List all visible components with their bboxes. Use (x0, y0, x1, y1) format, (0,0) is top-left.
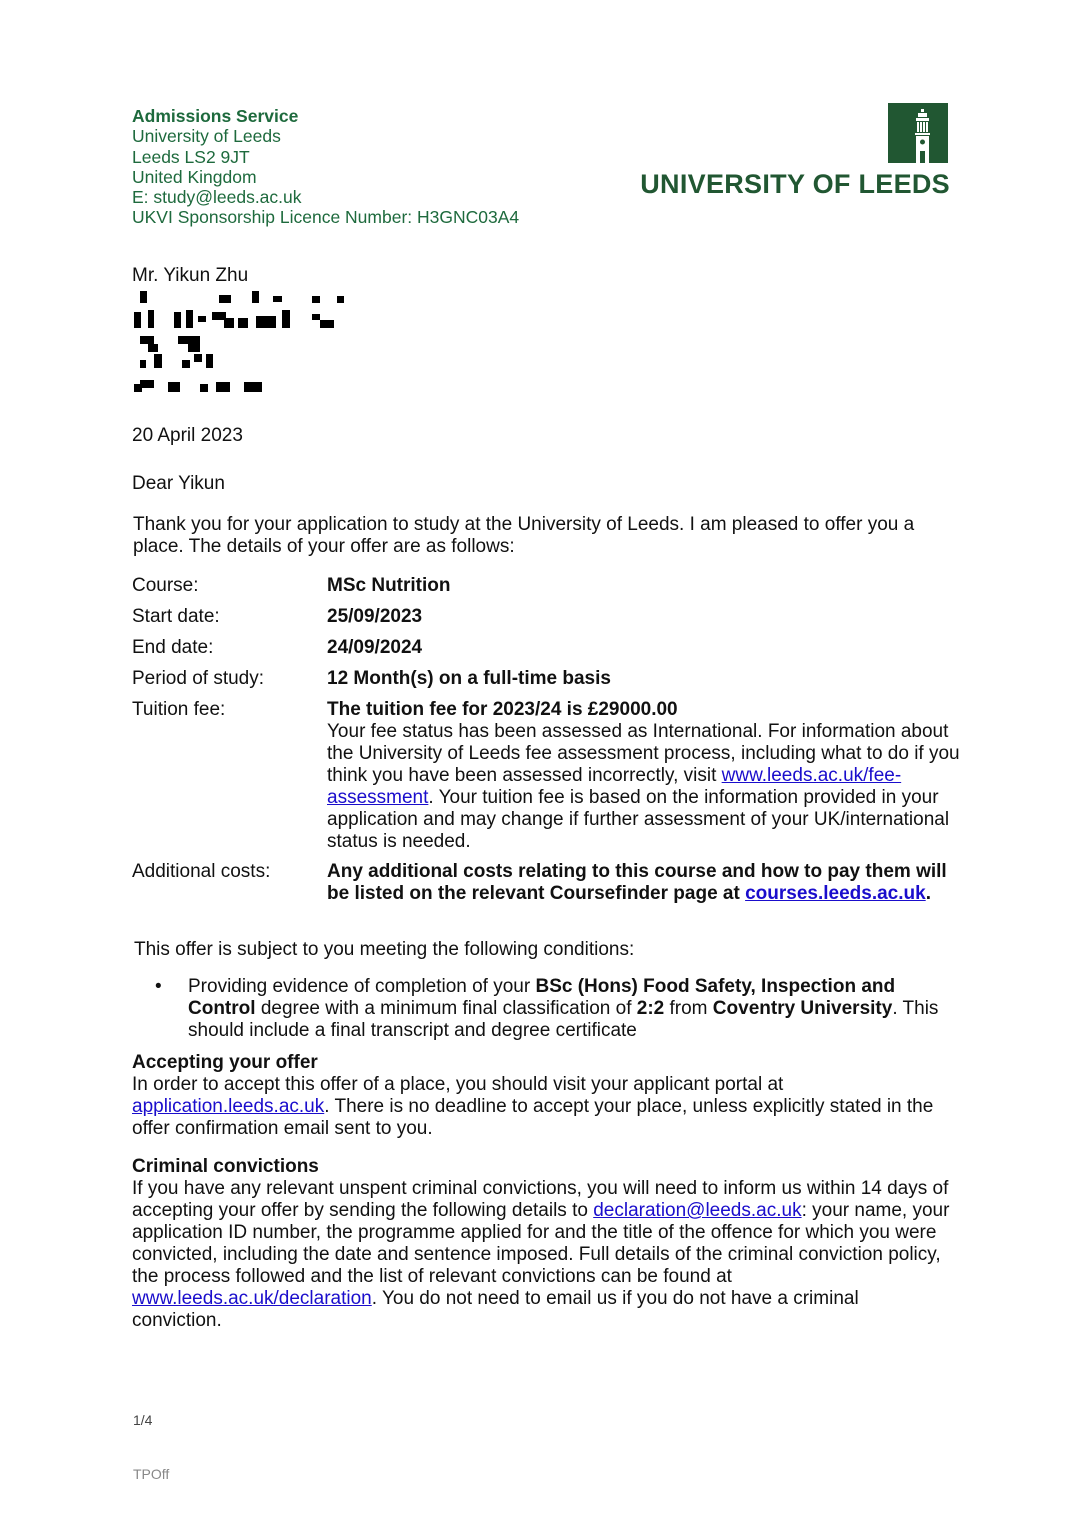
coursefinder-link[interactable]: courses.leeds.ac.uk (745, 883, 926, 904)
criminal-heading: Criminal convictions (132, 1156, 319, 1177)
fee-text: . Your tuition fee is based on the information provided in your application and may change if further assessment of your UK/international status is needed. (327, 787, 950, 852)
sender-line: University of Leeds (132, 126, 281, 147)
offer-row-tuition-fee (132, 699, 962, 853)
end-date-value: 24/09/2024 (327, 637, 423, 658)
accepting-heading: Accepting your offer (132, 1052, 318, 1073)
offer-row-course (132, 575, 962, 597)
page-number: 1/4 (133, 1412, 153, 1428)
course-value: MSc Nutrition (327, 575, 451, 596)
sender-line: Leeds LS2 9JT (132, 146, 250, 167)
footer-code: TPOff (133, 1466, 170, 1482)
end-date-label: End date: (132, 637, 214, 658)
sender-licence: UKVI Sponsorship Licence Number: H3GNC03A4 (132, 207, 520, 228)
recipient-name: Mr. Yikun Zhu (132, 265, 249, 286)
bullet-icon: • (155, 976, 162, 997)
additional-costs-label: Additional costs: (132, 861, 271, 882)
offer-row-start (132, 606, 962, 628)
accepting-section (132, 1052, 952, 1140)
declaration-email-link[interactable]: declaration@leeds.ac.uk (593, 1200, 802, 1221)
additional-costs-text: Any additional costs relating to this course and how to pay them will be listed on the relevant Coursefinder page at (327, 861, 947, 904)
condition-degree: BSc (Hons) Food Safety, Inspection and Control (188, 976, 896, 1019)
criminal-section (132, 1156, 952, 1332)
university-logo (620, 103, 950, 203)
leeds-tower-crest-icon (888, 103, 948, 163)
period-value: 12 Month(s) on a full-time basis (327, 668, 611, 689)
condition-item (155, 976, 955, 1042)
start-date-label: Start date: (132, 606, 220, 627)
sender-title: Admissions Service (132, 106, 299, 126)
sender-email: E: study@leeds.ac.uk (132, 187, 302, 208)
offer-row-period (132, 668, 962, 690)
offer-row-additional-costs (132, 861, 962, 905)
additional-costs-end: . (925, 883, 931, 904)
criminal-part: If you have any relevant unspent criminal convictions, you will need to inform us within 14 days of accepting your offer by sending the following details to (132, 1178, 949, 1221)
accepting-part: In order to accept this offer of a place, you should visit your applicant portal at (132, 1074, 784, 1095)
criminal-text (132, 1178, 952, 1332)
tuition-fee-headline: The tuition fee for 2023/24 is £29000.00 (327, 699, 678, 720)
sender-line: United Kingdom (132, 166, 257, 187)
criminal-part: : your name, your application ID number, the programme applied for and the title of the offence for which you were convicted, including the date and sentence imposed. Full details of the criminal conviction policy, the process followed and the list of relevant convictions can be found at (132, 1200, 950, 1287)
criminal-part: . You do not need to email us if you do not have a criminal conviction. (132, 1288, 859, 1331)
accepting-text (132, 1074, 952, 1140)
condition-part: Providing evidence of completion of your (188, 976, 536, 997)
fee-assessment-link[interactable]: www.leeds.ac.uk/fee-assessment (327, 765, 902, 808)
tuition-fee-label: Tuition fee: (132, 699, 226, 720)
condition-part: from (664, 998, 713, 1019)
condition-text (188, 976, 955, 1042)
condition-part: degree with a minimum final classification of (255, 998, 637, 1019)
conditions-intro: This offer is subject to you meeting the following conditions: (134, 939, 635, 960)
sender-address (132, 106, 519, 228)
letter-date: 20 April 2023 (132, 425, 243, 446)
accepting-part: . There is no deadline to accept your place, unless explicitly stated in the offer confirmation email sent to you. (132, 1096, 934, 1139)
condition-university: Coventry University (712, 998, 893, 1019)
applicant-portal-link[interactable]: application.leeds.ac.uk (132, 1096, 325, 1117)
declaration-policy-link[interactable]: www.leeds.ac.uk/declaration (132, 1288, 372, 1309)
condition-part: . This should include a final transcript and degree certificate (188, 998, 939, 1041)
intro-paragraph: Thank you for your application to study at the University of Leeds. I am pleased to offer you a place. The details of your offer are as follows: (133, 514, 915, 557)
university-wordmark: UNIVERSITY OF LEEDS (640, 169, 950, 199)
period-label: Period of study: (132, 668, 265, 689)
condition-classification: 2:2 (636, 998, 665, 1019)
salutation: Dear Yikun (132, 473, 225, 494)
redacted-address (132, 288, 352, 398)
course-label: Course: (132, 575, 199, 596)
offer-row-end (132, 637, 962, 659)
fee-text: Your fee status has been assessed as International. For information about the University of Leeds fee assessment process, including what to do if you think you have been assessed incorrectly, visit (327, 721, 960, 786)
start-date-value: 25/09/2023 (327, 606, 423, 627)
